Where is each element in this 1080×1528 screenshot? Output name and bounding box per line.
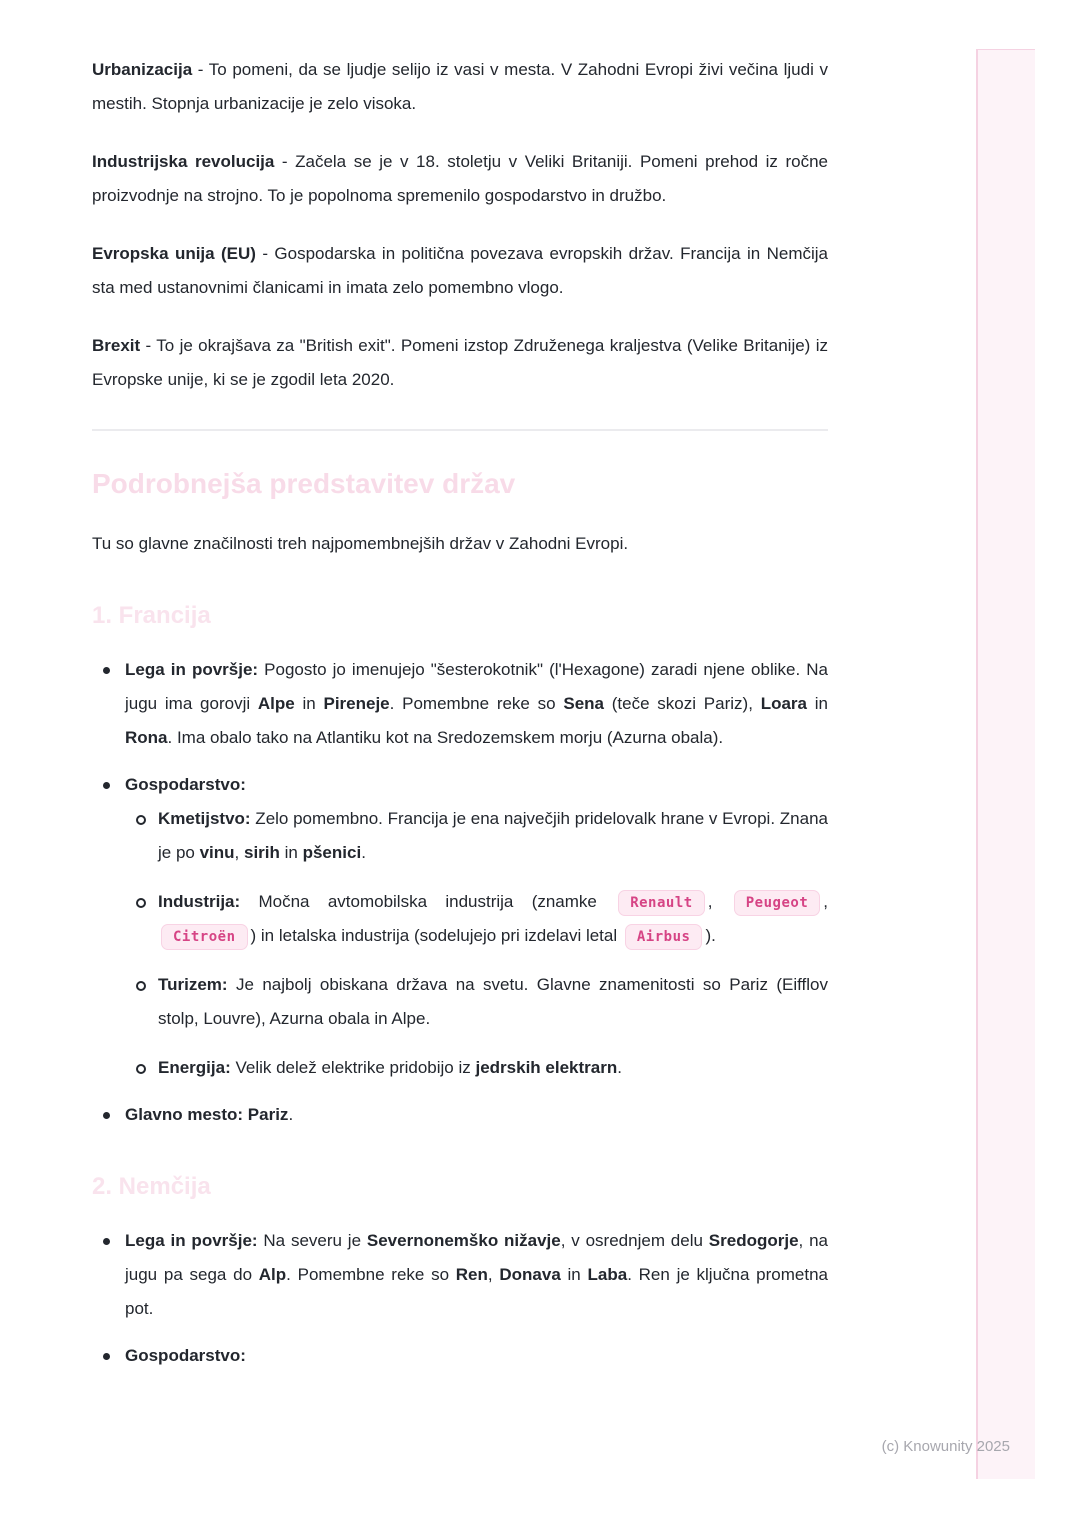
list-item-text: Lega in površje: Pogosto jo imenujejo "šesterokotnik" (l'Hexagone) zaradi njene oblike. Na jugu ima gorovji Alpe in Pireneje. Pomembne reke so Sena (teče skozi Pariz), Loara in Rona. Ima obalo tako na Atlantiku kot na Sredozemskem morju (Azurna obala).	[125, 660, 828, 747]
side-strip-decoration	[976, 49, 1035, 1479]
bullet-icon	[103, 782, 110, 789]
copyright-notice: (c) Knowunity 2025	[881, 1438, 1010, 1455]
section-divider	[92, 429, 828, 431]
list-item-text: Gospodarstvo:	[125, 775, 246, 794]
list-item	[92, 1224, 828, 1326]
section-title: Podrobnejša predstavitev držav	[92, 468, 516, 499]
sub-list-item-text: Turizem: Je najbolj obiskana država na svetu. Glavne znamenitosti so Pariz (Eifflov stolp, Louvre), Azurna obala in Alpe.	[158, 975, 828, 1028]
sub-list	[125, 802, 828, 1085]
sub-list-item	[125, 1051, 828, 1085]
circle-bullet-icon	[136, 898, 146, 908]
sub-list-item	[125, 802, 828, 870]
list-item	[92, 768, 828, 1085]
sub-list-item-text: Energija: Velik delež elektrike pridobijo iz jedrskih elektrarn.	[158, 1058, 622, 1077]
bullet-icon	[103, 667, 110, 674]
list-item-text: Gospodarstvo:	[125, 1346, 246, 1365]
circle-bullet-icon	[136, 815, 146, 825]
countries	[92, 601, 828, 1373]
country-list	[92, 653, 828, 1132]
bullet-icon	[103, 1112, 110, 1119]
definition-paragraph: Urbanizacija - To pomeni, da se ljudje selijo iz vasi v mesta. V Zahodni Evropi živi večina ljudi v mestih. Stopnja urbanizacije je zelo visoka.	[92, 60, 828, 113]
list-item-text: Glavno mesto: Pariz.	[125, 1105, 294, 1124]
circle-bullet-icon	[136, 1064, 146, 1074]
list-item	[92, 1339, 828, 1373]
list-item-text: Lega in površje: Na severu je Severnonemško nižavje, v osrednjem delu Sredogorje, na jugu pa sega do Alp. Pomembne reke so Ren, Donava in Laba. Ren je ključna prometna pot.	[125, 1231, 828, 1318]
bullet-icon	[103, 1353, 110, 1360]
code-chip: Citroën	[161, 924, 248, 950]
circle-bullet-icon	[136, 981, 146, 991]
list-item	[92, 1098, 828, 1132]
code-chip: Renault	[618, 890, 705, 916]
country-heading: 1. Francija	[92, 602, 211, 629]
bullet-icon	[103, 1238, 110, 1245]
sub-list-item-text: Kmetijstvo: Zelo pomembno. Francija je ena največjih pridelovalk hrane v Evropi. Znana je po vinu, sirih in pšenici.	[158, 809, 828, 862]
sub-list-item	[125, 968, 828, 1036]
definition-paragraph: Brexit - To je okrajšava za "British exit". Pomeni izstop Združenega kraljestva (Velike Britanije) iz Evropske unije, ki se je zgodil leta 2020.	[92, 336, 828, 389]
sub-list-item	[125, 885, 828, 953]
section-intro: Tu so glavne značilnosti treh najpomembnejših držav v Zahodni Evropi.	[92, 534, 629, 553]
definition-paragraph: Industrijska revolucija - Začela se je v 18. stoletju v Veliki Britaniji. Pomeni prehod iz ročne proizvodnje na strojno. To je popolnoma spremenilo gospodarstvo in družbo.	[92, 152, 828, 205]
content-column	[92, 53, 828, 1386]
definitions	[92, 53, 828, 397]
code-chip: Airbus	[625, 924, 703, 950]
country-list	[92, 1224, 828, 1373]
code-chip: Peugeot	[734, 890, 821, 916]
list-item	[92, 653, 828, 755]
country-heading: 2. Nemčija	[92, 1173, 211, 1200]
sub-list-item-text: Industrija: Močna avtomobilska industrija (znamke Renault , Peugeot , Citroën ) in letalska industrija (sodelujejo pri izdelavi letal Airbus ).	[158, 892, 828, 945]
definition-paragraph: Evropska unija (EU) - Gospodarska in politična povezava evropskih držav. Francija in Nemčija sta med ustanovnimi članicami in imata zelo pomembno vlogo.	[92, 244, 828, 297]
